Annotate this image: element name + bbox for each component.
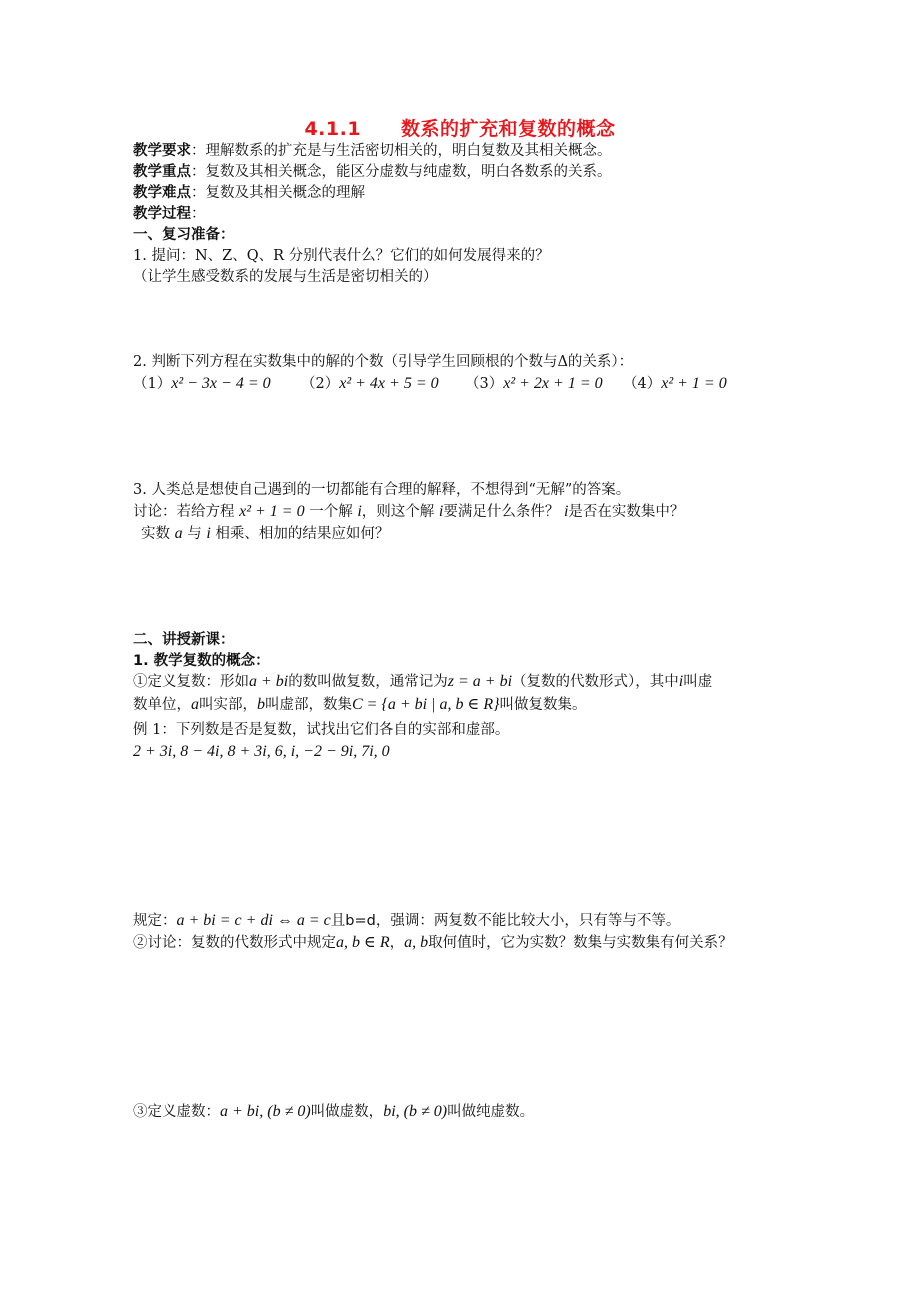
label: 教学要求: [133, 143, 191, 159]
equation-list: [133, 373, 727, 395]
equation-item: [133, 373, 301, 395]
equality-rule: [133, 910, 680, 932]
eq-label: （2）: [301, 376, 340, 392]
teaching-requirement: [133, 140, 612, 162]
text: 数单位，: [133, 697, 191, 713]
text: 叫实部，: [199, 697, 257, 713]
text: 叫做复数集。: [499, 697, 587, 713]
teaching-process: [133, 203, 206, 225]
definition-complex-line2: [133, 694, 587, 716]
text: ，则这个解: [361, 504, 435, 520]
math: b: [257, 696, 265, 713]
text: ：复数及其相关概念的理解: [191, 185, 365, 201]
text: ①定义复数：形如: [133, 674, 249, 690]
math: i: [438, 503, 444, 520]
math: bi, (b ≠ 0): [383, 1103, 448, 1120]
example-1: 例 1：下列数是否是复数，试找出它们各自的实部和虚部。: [133, 722, 510, 738]
equation-item: [465, 373, 623, 395]
equation-item: [301, 373, 465, 395]
math: a, b ∈ R: [336, 934, 390, 951]
title-text: 数系的扩充和复数的概念: [401, 118, 616, 140]
eq-expr: x² + 4x + 5 = 0: [339, 375, 439, 392]
text: 的数叫做复数，通常记为: [288, 674, 448, 690]
page-title: [0, 114, 920, 141]
question-1-note: （让学生感受数系的发展与生活是密切相关的）: [133, 269, 438, 285]
discussion-2: [133, 932, 733, 954]
math: i: [206, 525, 211, 542]
text: 叫虚: [683, 674, 713, 690]
math: a + bi: [249, 673, 289, 690]
text: 要满足什么条件？: [443, 504, 560, 520]
math: a + bi = c + di ⇔ a = c: [176, 912, 331, 929]
question-3: 3. 人类总是想使自己遇到的一切都能有合理的解释，不想得到“无解”的答案。: [133, 482, 631, 498]
label: 教学重点: [133, 164, 191, 180]
math: i: [678, 673, 684, 690]
text: 一个解: [309, 504, 353, 520]
label: 教学过程: [133, 206, 191, 222]
definition-complex: [133, 671, 712, 693]
text: ③定义虚数：: [133, 1104, 220, 1120]
question-1: 1. 提问：N、Z、Q、R 分别代表什么？它们的如何发展得来的？: [133, 248, 550, 264]
eq-expr: x² − 3x − 4 = 0: [171, 375, 271, 392]
label: 教学难点: [133, 185, 191, 201]
math: a + bi, (b ≠ 0): [220, 1103, 311, 1120]
math: z = a + bi: [447, 673, 513, 690]
definition-imaginary: [133, 1101, 534, 1123]
eq-expr: x² + 2x + 1 = 0: [503, 375, 603, 392]
equation-item: [623, 373, 727, 395]
text: 相乘、相加的结果应如何？: [215, 526, 390, 542]
text: 叫做纯虚数。: [447, 1104, 535, 1120]
text: 与: [187, 526, 202, 542]
teaching-difficulty: [133, 182, 365, 204]
text: 叫做虚数，: [310, 1104, 384, 1120]
text: ：: [191, 206, 206, 222]
math: a, b: [404, 934, 429, 951]
text: 叫虚部，数集: [265, 697, 352, 713]
math: i: [563, 503, 569, 520]
section1-heading: 一、复习准备：: [133, 227, 235, 243]
text: ②讨论：复数的代数形式中规定: [133, 935, 336, 951]
question-2: 2. 判断下列方程在实数集中的解的个数（引导学生回顾根的个数与Δ的关系）：: [133, 354, 634, 370]
question-3-line2: [141, 523, 389, 545]
eq-label: （3）: [465, 376, 504, 392]
subsection-1: 1. 教学复数的概念：: [133, 653, 270, 669]
text: ，: [389, 935, 405, 951]
math: C = {a + bi | a, b ∈ R}: [352, 696, 500, 713]
eq-label: （1）: [133, 376, 172, 392]
text: 取何值时，它为实数？数集与实数集有何关系？: [428, 935, 733, 951]
text: 实数: [141, 526, 170, 542]
text: 讨论：若给方程: [133, 504, 235, 520]
text: ：复数及其相关概念，能区分虚数与纯虚数，明白各数系的关系。: [191, 164, 612, 180]
text: （复数的代数形式），其中: [512, 674, 679, 690]
text: 且b=d: [330, 913, 376, 929]
math: a: [174, 525, 183, 542]
section2-heading: 二、讲授新课：: [133, 632, 235, 648]
text: ：理解数系的扩充是与生活密切相关的，明白复数及其相关概念。: [191, 143, 612, 159]
math: a: [191, 696, 199, 713]
question-3-discussion: [133, 501, 684, 523]
math: i: [357, 503, 362, 520]
teaching-focus: [133, 161, 612, 183]
section-number: 4.1.1: [304, 118, 362, 140]
text: 是否在实数集中？: [568, 504, 685, 520]
text: 规定：: [133, 913, 177, 929]
math: x² + 1 = 0: [239, 503, 305, 520]
eq-label: （4）: [623, 376, 662, 392]
text: ，强调：两复数不能比较大小，只有等与不等。: [375, 913, 681, 929]
example-1-list: 2 + 3i, 8 − 4i, 8 + 3i, 6, i, −2 − 9i, 7i, 0: [133, 743, 390, 760]
eq-expr: x² + 1 = 0: [661, 375, 727, 392]
